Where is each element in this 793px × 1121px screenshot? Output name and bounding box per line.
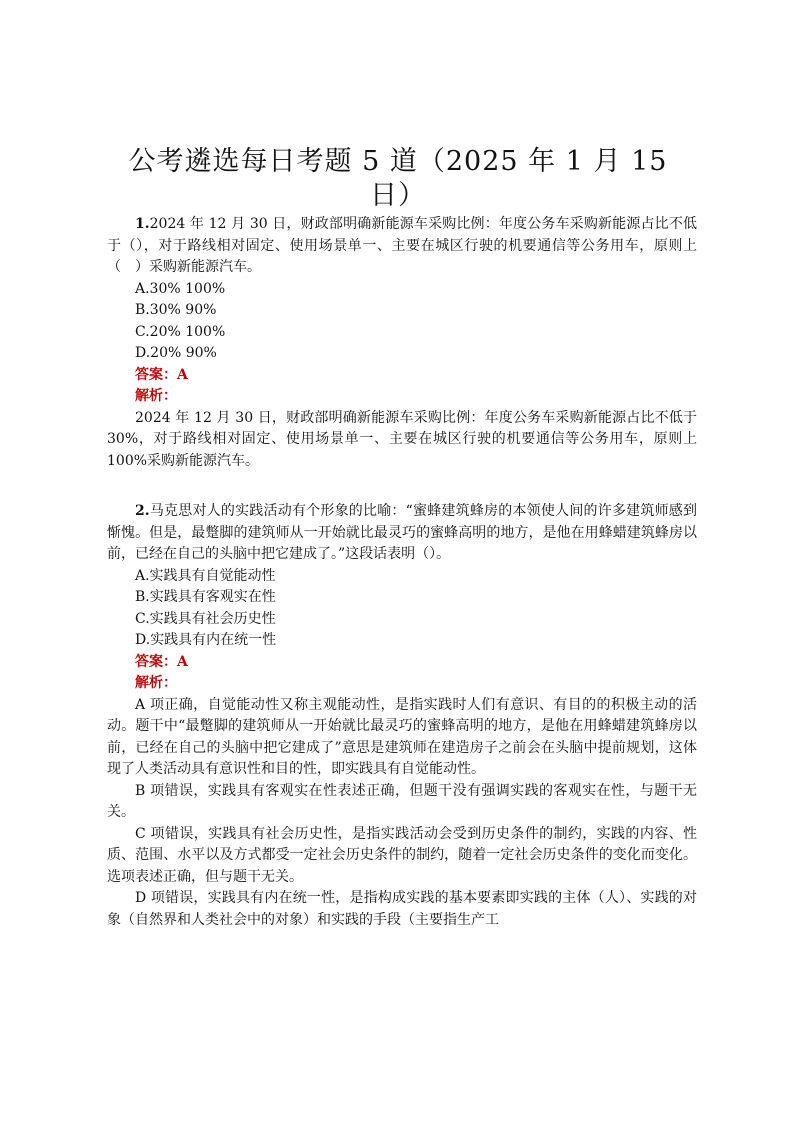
option-b: B.30% 90% bbox=[135, 302, 217, 318]
document-body bbox=[107, 214, 697, 931]
question-number: 2. bbox=[135, 503, 150, 519]
analysis-paragraph: 2024 年 12 月 30 日，财政部明确新能源车采购比例：年度公务车采购新能源占比不低于 30%，对于路线相对固定、使用场景单一、主要在城区行驶的机要通信等公务用车，原则上 100%采购新能源汽车。 bbox=[107, 409, 697, 469]
analysis-paragraph: C 项错误，实践具有社会历史性，是指实践活动会受到历史条件的制约，实践的内容、性质、范围、水平以及方式都受一定社会历史条件的制约，随着一定社会历史条件的变化而变化。选项表述正确，但与题干无关。 bbox=[107, 825, 697, 885]
question-stem bbox=[107, 501, 697, 566]
option-d: D.20% 90% bbox=[135, 345, 217, 361]
question-text: 2024 年 12 月 30 日，财政部明确新能源车采购比例：年度公务车采购新能源占比不低于（），对于路线相对固定、使用场景单一、主要在城区行驶的机要通信等公务用车，原则上（ ）采购新能源汽车。 bbox=[107, 216, 697, 275]
option-b: B.实践具有客观实在性 bbox=[135, 589, 276, 605]
option-c: C.20% 100% bbox=[135, 323, 226, 340]
question-2 bbox=[107, 501, 697, 931]
option-c: C.实践具有社会历史性 bbox=[135, 610, 276, 627]
question-number: 1. bbox=[135, 216, 150, 232]
analysis-paragraph: A 项正确，自觉能动性又称主观能动性，是指实践时人们有意识、有目的的积极主动的活动。题干中“最蹩脚的建筑师从一开始就比最灵巧的蜜蜂高明的地方，是他在用蜂蜡建筑蜂房以前，已经在自己的头脑中把它建成了”意思是建筑师在建造房子之前会在头脑中提前规划，这体现了人类活动具有意识性和目的性，即实践具有自觉能动性。 bbox=[107, 696, 697, 777]
answer-label: 答案：A bbox=[135, 366, 188, 383]
page-title: 公考遴选每日考题 5 道（2025 年 1 月 15 日） bbox=[128, 146, 668, 211]
option-a: A.30% 100% bbox=[135, 280, 226, 297]
analysis-label: 解析： bbox=[135, 675, 177, 691]
analysis-label: 解析： bbox=[135, 388, 177, 404]
answer-label: 答案：A bbox=[135, 653, 188, 670]
question-1 bbox=[107, 214, 697, 472]
option-a: A.实践具有自觉能动性 bbox=[135, 567, 276, 584]
question-stem bbox=[107, 214, 697, 279]
analysis-paragraph: D 项错误，实践具有内在统一性，是指构成实践的基本要素即实践的主体（人）、实践的对象（自然界和人类社会中的对象）和实践的手段（主要指生产工 bbox=[107, 890, 697, 928]
section-spacer bbox=[107, 472, 697, 501]
question-text: 马克思对人的实践活动有个形象的比喻：“蜜蜂建筑蜂房的本领使人间的许多建筑师感到惭愧。但是，最蹩脚的建筑师从一开始就比最灵巧的蜜蜂高明的地方，是他在用蜂蜡建筑蜂房以前，已经在自己的头脑中把它建成了。”这段话表明（）。 bbox=[107, 503, 697, 562]
analysis-paragraph: B 项错误，实践具有客观实在性表述正确，但题干没有强调实践的客观实在性，与题干无关。 bbox=[107, 782, 697, 820]
option-d: D.实践具有内在统一性 bbox=[135, 632, 277, 648]
